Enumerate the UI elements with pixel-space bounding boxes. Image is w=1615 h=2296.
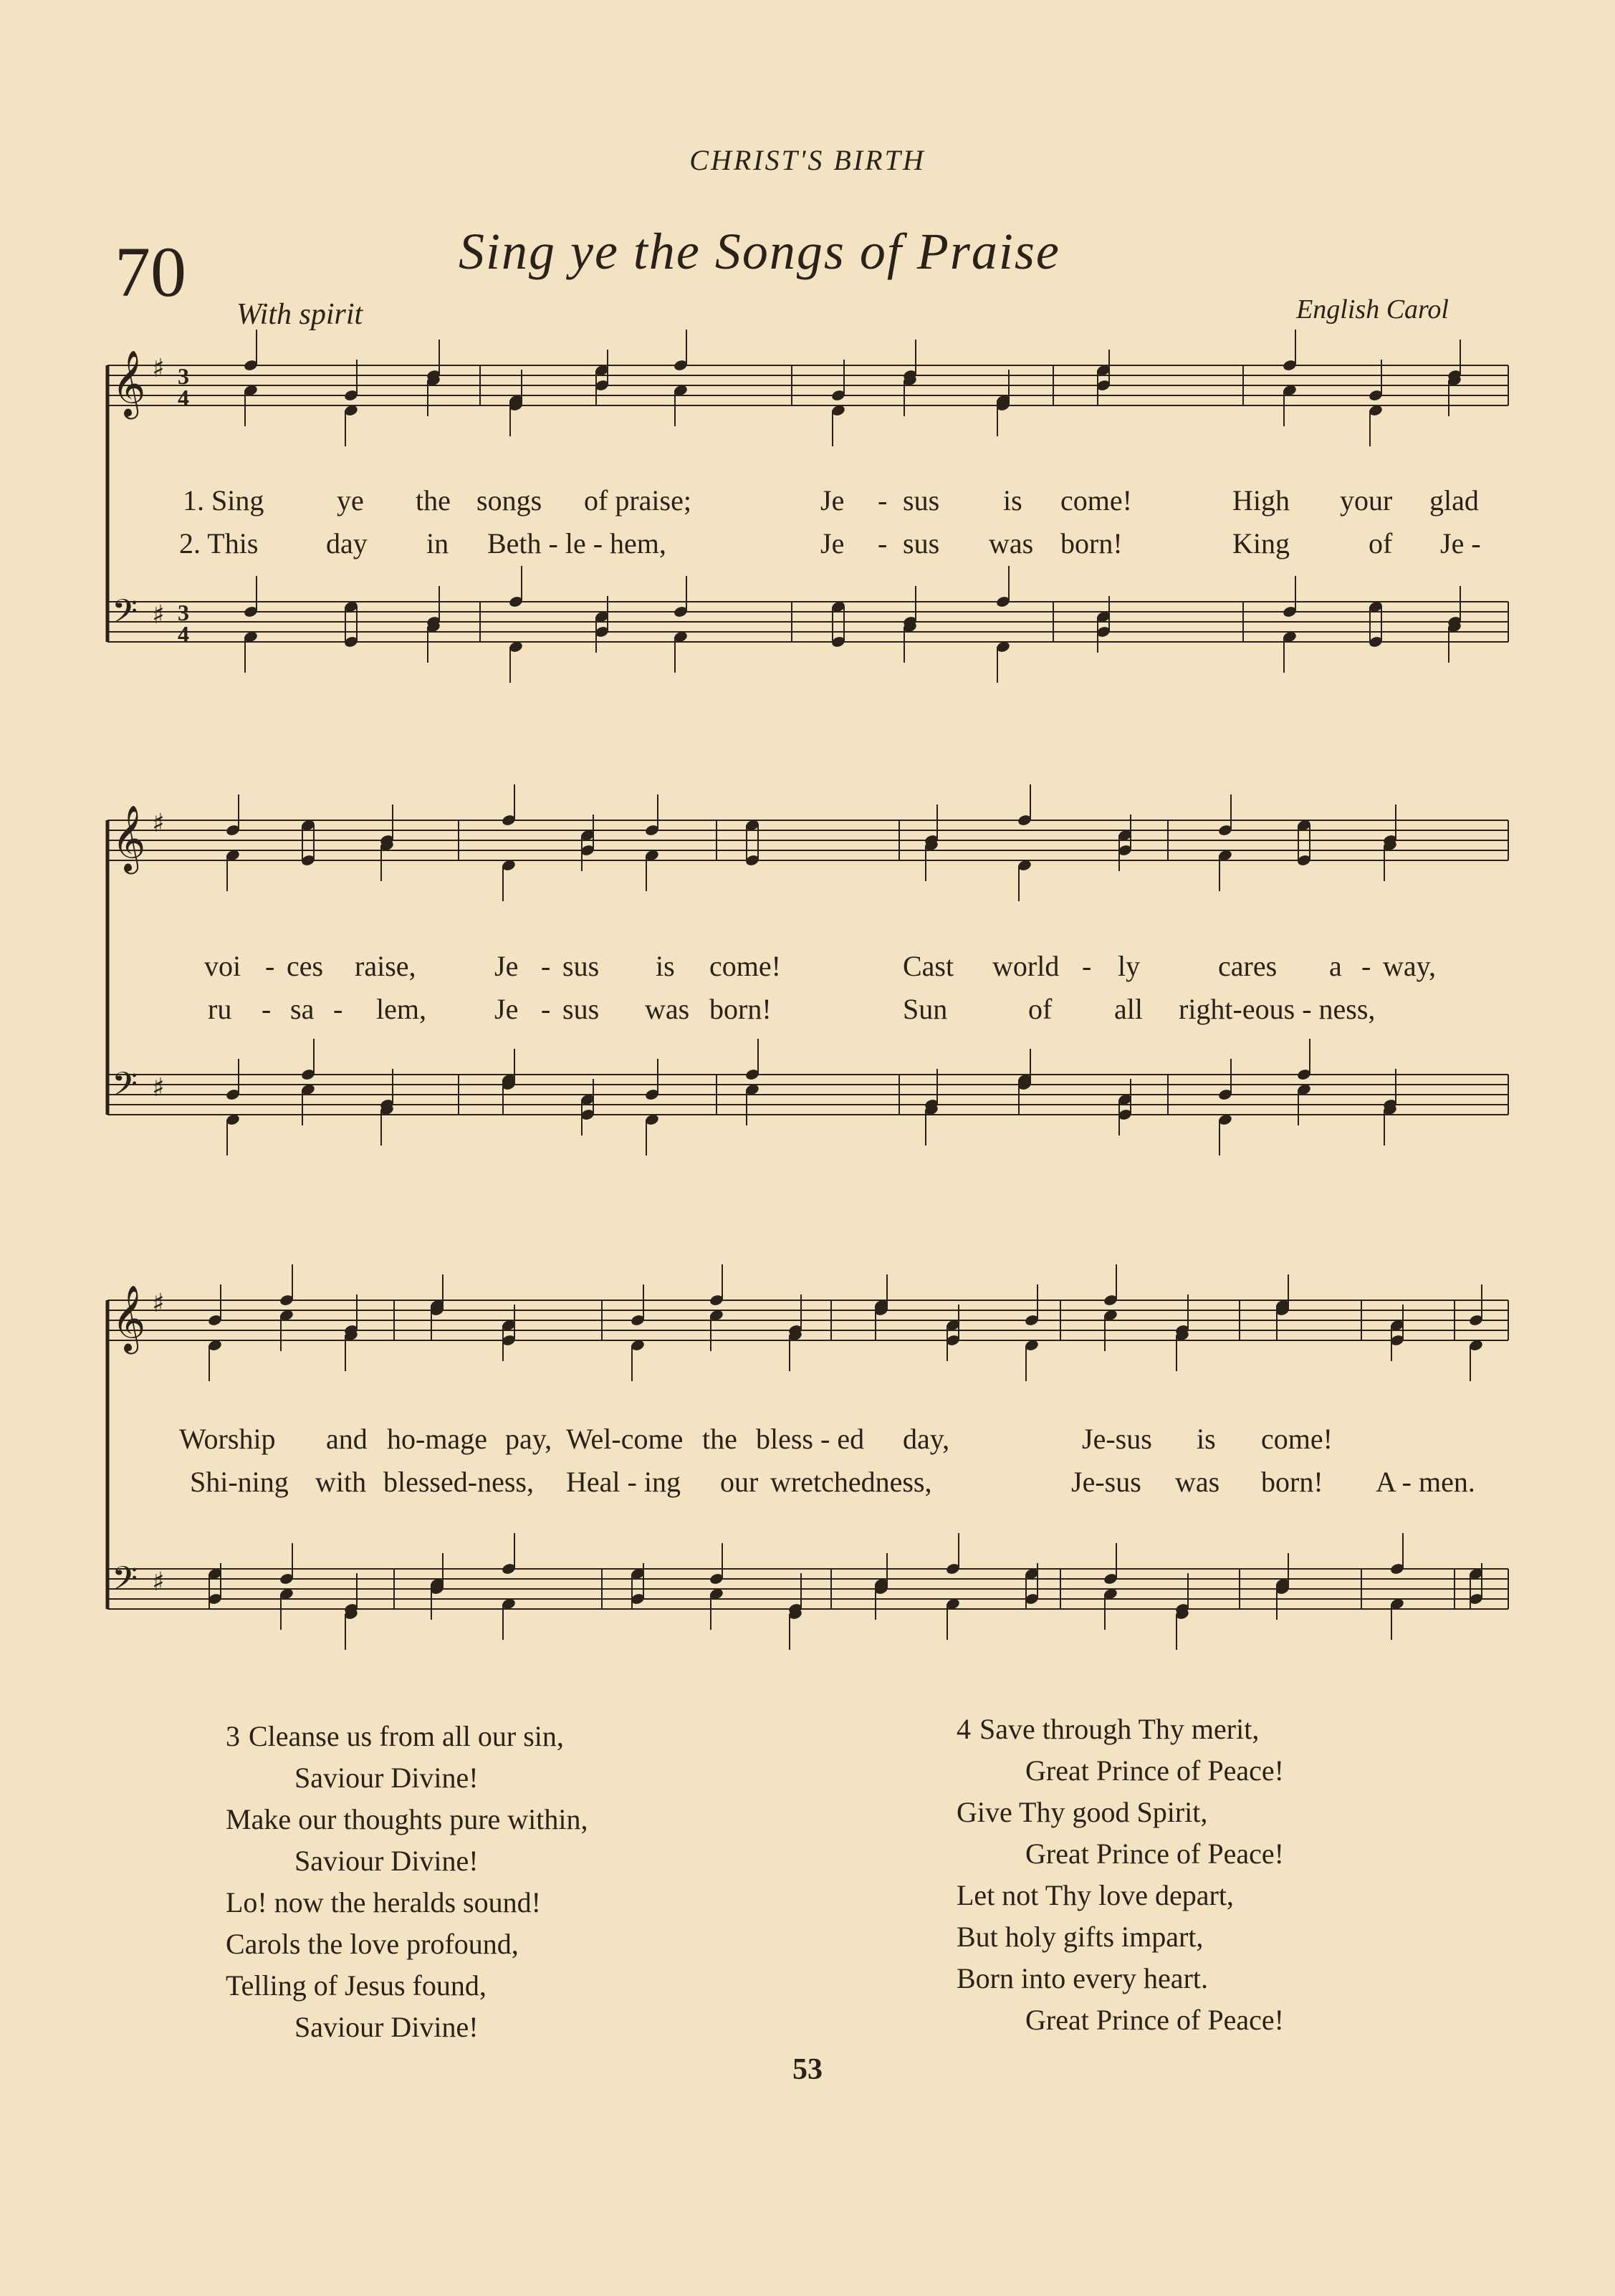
syllable: Wel-come xyxy=(566,1423,684,1455)
syllable: ho-mage xyxy=(387,1423,487,1455)
syllable: - xyxy=(541,993,551,1025)
verse-line: Great Prince of Peace! xyxy=(1025,1754,1284,1787)
section-header: CHRIST'S BIRTH xyxy=(689,144,926,176)
syllable: the xyxy=(702,1423,737,1455)
syllable: is xyxy=(1197,1423,1216,1455)
time-signature-bottom: 4 xyxy=(178,385,189,410)
verse-3 xyxy=(226,1716,588,2048)
sharp-icon: ♯ xyxy=(152,354,165,383)
bass-clef-icon: 𝄢 xyxy=(112,1560,138,1606)
syllable: Je xyxy=(494,993,519,1025)
page-number: 53 xyxy=(792,2053,823,2086)
verse-line: Telling of Jesus found, xyxy=(226,1969,487,2002)
treble-clef-icon: 𝄞 xyxy=(112,804,146,871)
verse-line: 3 Cleanse us from all our sin, xyxy=(226,1720,564,1752)
syllable: the xyxy=(416,484,451,517)
syllable: - xyxy=(265,950,275,982)
syllable: born! xyxy=(1261,1466,1323,1498)
syllable: 1. Sing xyxy=(183,484,264,517)
verse-line: But holy gifts impart, xyxy=(957,1921,1204,1953)
syllable: was xyxy=(1175,1466,1220,1498)
verse-line: Saviour Divine! xyxy=(294,1845,479,1877)
music-system-1 xyxy=(107,344,1512,745)
syllable: day xyxy=(326,527,368,559)
syllable: Je-sus xyxy=(1071,1466,1141,1498)
syllable: way, xyxy=(1383,950,1437,982)
sharp-icon: ♯ xyxy=(152,809,165,838)
syllable: sus xyxy=(903,484,940,517)
syllable: King xyxy=(1232,527,1290,559)
syllable: 2. This xyxy=(179,527,259,559)
sharp-icon: ♯ xyxy=(152,1567,165,1597)
syllable: - xyxy=(333,993,343,1025)
syllable: Je xyxy=(820,527,845,559)
verse-line: Saviour Divine! xyxy=(294,2011,479,2043)
syllable: sus xyxy=(562,950,600,982)
time-signature-top: 3 xyxy=(178,600,189,625)
syllable: pay, xyxy=(505,1423,552,1455)
syllable: come! xyxy=(1060,484,1132,517)
verse-line: Born into every heart. xyxy=(957,1962,1208,1994)
verse-line: 4 Save through Thy merit, xyxy=(957,1713,1260,1745)
time-signature-top: 3 xyxy=(178,363,189,389)
syllable: glad xyxy=(1429,484,1479,517)
tempo-marking: With spirit xyxy=(236,298,363,331)
syllable: cares xyxy=(1218,950,1278,982)
syllable: right-eous - ness, xyxy=(1179,993,1376,1025)
syllable: blessed-ness, xyxy=(383,1466,534,1498)
syllable: Beth - le - hem, xyxy=(487,527,666,559)
hymn-number: 70 xyxy=(115,232,186,312)
syllable: ye xyxy=(337,484,364,517)
syllable: sa xyxy=(290,993,315,1025)
verse-line: Carols the love profound, xyxy=(226,1928,519,1960)
syllable: world xyxy=(992,950,1060,982)
verse-line: Lo! now the heralds sound! xyxy=(226,1886,541,1918)
verse-number: 3 xyxy=(226,1720,240,1752)
syllable: of xyxy=(1369,527,1393,559)
syllable: - xyxy=(878,484,888,517)
syllable: A - men. xyxy=(1376,1466,1475,1498)
syllable: your xyxy=(1340,484,1393,517)
syllable: Je xyxy=(820,484,845,517)
music-system-2 xyxy=(107,806,1512,1193)
verse-line: Great Prince of Peace! xyxy=(1025,1838,1284,1870)
syllable: sus xyxy=(562,993,600,1025)
syllable: born! xyxy=(1060,527,1123,559)
syllable: Heal - ing xyxy=(566,1466,681,1498)
verse-number: 4 xyxy=(957,1713,971,1745)
syllable: all xyxy=(1114,993,1143,1025)
treble-clef-icon: 𝄞 xyxy=(112,350,146,416)
music-system-3 xyxy=(107,1272,1512,1694)
syllable: - xyxy=(1082,950,1092,982)
bass-clef-icon: 𝄢 xyxy=(112,592,138,639)
syllable: day, xyxy=(903,1423,950,1455)
verse-4 xyxy=(957,1709,1284,2041)
syllable: lem, xyxy=(376,993,426,1025)
syllable: in xyxy=(426,527,449,559)
verse-line: Saviour Divine! xyxy=(294,1762,479,1794)
time-signature-bottom: 4 xyxy=(178,621,189,647)
syllable: of praise; xyxy=(584,484,691,517)
bass-clef-icon: 𝄢 xyxy=(112,1065,138,1112)
syllable: ru xyxy=(208,993,232,1025)
syllable: ly xyxy=(1118,950,1141,982)
syllable: - xyxy=(1361,950,1371,982)
syllable: our xyxy=(720,1466,759,1498)
sharp-icon: ♯ xyxy=(152,1073,165,1103)
sharp-icon: ♯ xyxy=(152,600,165,630)
syllable: with xyxy=(315,1466,367,1498)
syllable: Shi-ning xyxy=(190,1466,289,1498)
syllable: - xyxy=(541,950,551,982)
syllable: Je xyxy=(494,950,519,982)
tune-source: English Carol xyxy=(1296,294,1449,325)
syllable: Je-sus xyxy=(1082,1423,1152,1455)
verse-line: Give Thy good Spirit, xyxy=(957,1796,1208,1828)
syllable: Sun xyxy=(903,993,948,1025)
syllable: wretchedness, xyxy=(770,1466,932,1498)
syllable: - xyxy=(878,527,888,559)
syllable: come! xyxy=(1261,1423,1333,1455)
syllable: is xyxy=(1003,484,1022,517)
syllable: a xyxy=(1329,950,1342,982)
syllable: of xyxy=(1028,993,1053,1025)
syllable: - xyxy=(262,993,272,1025)
hymn-title: Sing ye the Songs of Praise xyxy=(459,223,1060,280)
syllable: born! xyxy=(709,993,772,1025)
syllable: raise, xyxy=(355,950,416,982)
syllable: Worship xyxy=(179,1423,276,1455)
syllable: Je - xyxy=(1440,527,1481,559)
syllable: is xyxy=(656,950,675,982)
verse-line: Great Prince of Peace! xyxy=(1025,2004,1284,2036)
syllable: come! xyxy=(709,950,781,982)
syllable: High xyxy=(1232,484,1290,517)
syllable: was xyxy=(645,993,690,1025)
sharp-icon: ♯ xyxy=(152,1289,165,1318)
syllable: voi xyxy=(204,950,241,982)
staff-notation-1 xyxy=(107,344,1512,745)
syllable: Cast xyxy=(903,950,954,982)
verse-line: Let not Thy love depart, xyxy=(957,1879,1234,1911)
syllable: bless - ed xyxy=(756,1423,865,1455)
syllable: and xyxy=(326,1423,368,1455)
syllable: songs xyxy=(476,484,542,517)
verse-line: Make our thoughts pure within, xyxy=(226,1803,588,1835)
syllable: was xyxy=(989,527,1034,559)
syllable: ces xyxy=(287,950,324,982)
syllable: sus xyxy=(903,527,940,559)
treble-clef-icon: 𝄞 xyxy=(112,1284,146,1351)
